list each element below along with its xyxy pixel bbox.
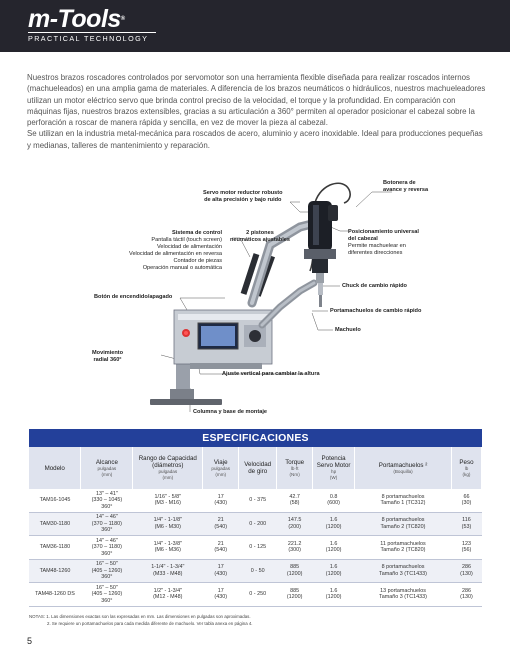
spec-header-cell (81, 447, 133, 489)
spec-cell-line: (200) (288, 523, 301, 530)
spec-cell-line: 360° (101, 597, 113, 604)
spec-body (29, 489, 482, 606)
callout-power-button: Botón de encendido/apagado (94, 294, 173, 300)
spec-header-title: Alcance (95, 458, 118, 466)
intro-text (27, 72, 487, 151)
spec-cell-cap (133, 536, 203, 560)
callout-servo-motor: Servo motor reductor robusto de alta precisión y bajo ruido (203, 190, 283, 203)
spec-row (29, 536, 482, 560)
spec-header-unit: (Nm) (289, 471, 300, 477)
spec-cell-line: 17 (217, 587, 224, 594)
spec-row (29, 489, 482, 512)
spec-cell-line: (300) (288, 547, 301, 554)
spec-cell-line: 16" – 50" (95, 561, 118, 567)
spec-cell-line: (53) (461, 523, 472, 530)
spec-cell-line: (1200) (325, 547, 342, 554)
spec-cell-line: 123 (461, 540, 471, 547)
spec-cell-line: 221.2 (287, 540, 302, 547)
spec-cell-line: 16" – 50" (95, 584, 118, 591)
spec-header-unit: (W) (329, 475, 338, 480)
spec-cell-cap (133, 489, 203, 512)
spec-cell-line: 885 (290, 587, 300, 594)
spec-cell-line: 1-1/4" - 1-3/4" (151, 564, 185, 571)
spec-cell-line: (600) (327, 500, 340, 507)
spec-cell-holder (355, 489, 452, 512)
spec-header-title: Rango de Capacidad (diámetros) (138, 455, 197, 469)
spec-cell-weight (451, 512, 481, 536)
tapping-arm-illustration (0, 175, 510, 425)
spec-cell-line: (370 – 1180) (91, 544, 122, 550)
spec-cell-line: (405 – 1260) (91, 591, 123, 597)
logo-tagline: PRACTICAL TECHNOLOGY (28, 32, 156, 43)
spec-header-unit: (Boquilla) (393, 468, 413, 474)
spec-cell-line: (540) (214, 547, 228, 554)
spec-cell-line: 1/2" - 1-3/4" (153, 587, 182, 594)
spec-cell-line: 1.6 (329, 540, 338, 547)
spec-header-unit: pulgadas (97, 465, 117, 471)
spec-cell-line: 13" – 41" (95, 490, 118, 497)
spec-cell-model: TAM48-1260 (29, 559, 81, 583)
spec-header-row (29, 447, 482, 489)
spec-cell-holder (355, 583, 452, 607)
spec-header-unit: (mm) (101, 471, 113, 477)
spec-cell-line: 1/4" - 1-1/8" (153, 517, 182, 524)
spec-cell-model: TAM36-1180 (29, 536, 81, 560)
spec-header-title: Velocidad de giro (244, 461, 272, 475)
spec-cell-line: (58) (289, 500, 300, 507)
spec-cell-line: (M33 - M48) (153, 570, 183, 577)
spec-cell-line: (1200) (286, 570, 303, 577)
spec-header-title: Potencia Servo Motor (316, 455, 351, 469)
spec-cell-torque (277, 512, 313, 536)
spec-cell-line: 14" – 46" (95, 514, 118, 520)
spec-cell-holder (355, 536, 452, 560)
spec-cell-speed: 0 - 375 (239, 489, 277, 512)
spec-cell-holder (355, 559, 452, 583)
spec-cell-model: TAM16-1045 (29, 489, 81, 512)
spec-cell-holder (355, 512, 452, 536)
callout-height-adjust: Ajuste vertical para cambiar la altura (222, 371, 320, 377)
spec-cell-line: 17 (217, 493, 224, 500)
spec-cell-travel (203, 489, 239, 512)
spec-header-cell (355, 447, 452, 489)
spec-cell-model: TAM48-1260 DS (29, 583, 81, 607)
footnotes (29, 614, 489, 627)
spec-cell-line: (M12 - M48) (153, 594, 183, 601)
spec-cell-speed: 0 - 125 (239, 536, 277, 560)
spec-cell-travel (203, 559, 239, 583)
spec-title: ESPECIFICACIONES (29, 429, 482, 447)
spec-header-unit: (kg) (462, 471, 471, 477)
spec-cell-travel (203, 512, 239, 536)
spec-cell-weight (451, 536, 481, 560)
intro-paragraph-2: Se utilizan en la industria metal-mecánica para roscados de acero, aluminio y acero inoxidable. Ideal para producciones pequeñas y medianas, talleres de mantenimiento y reparación. (27, 129, 483, 150)
spec-header-cell (29, 447, 81, 489)
callout-pistons: 2 pistones neumáticos ajustables (230, 230, 290, 243)
spec-cell-line: (56) (461, 547, 472, 554)
notes-label: NOTAS: (29, 614, 46, 619)
spec-header-unit: lb (464, 465, 469, 471)
spec-cell-line: 21 (217, 540, 224, 547)
spec-header-unit: pulgadas (158, 469, 178, 474)
spec-cell-line: 360° (101, 574, 113, 580)
spec-cell-line: 1.6 (329, 587, 338, 594)
callout-column-base: Columna y base de montaje (193, 409, 267, 415)
spec-header-unit: (mm) (162, 475, 174, 480)
spec-header-unit: pulgadas (211, 465, 231, 471)
spec-cell-cap (133, 559, 203, 583)
spec-cell-line: (370 – 1180) (91, 520, 122, 527)
spec-cell-travel (203, 583, 239, 607)
spec-cell-power (313, 536, 355, 560)
spec-header-cell (451, 447, 481, 489)
spec-cell-line: Tamaño 3 (TC1433) (379, 570, 427, 577)
spec-cell-line: (330 – 1045) (91, 497, 123, 503)
spec-cell-line: (130) (460, 594, 473, 601)
brand-logo (28, 6, 156, 43)
spec-cell-weight (451, 559, 481, 583)
spec-header-title: Portamachuelos ² (378, 461, 428, 469)
spec-cell-line: Tamaño 2 (TC820) (380, 523, 426, 530)
spec-cell-line: 13 portamachuelos (380, 587, 426, 594)
spec-cell-power (313, 489, 355, 512)
callout-tap-holder: Portamachuelos de cambio rápido (330, 308, 422, 314)
spec-row (29, 583, 482, 607)
logo-text: m-Tools (28, 5, 121, 33)
spec-cell-line: 885 (290, 564, 300, 571)
spec-cell-line: 116 (462, 517, 471, 524)
callout-tap: Machuelo (335, 327, 361, 333)
spec-header-unit: (mm) (215, 471, 227, 477)
spec-header-unit: lb·ft (290, 465, 299, 471)
note-2: 2. Se requiere un portamachuelos para cada medida diferente de machuelo. Ver tabla anexa en página 4. (47, 620, 253, 626)
spec-cell-line: (M6 - M30) (154, 523, 181, 530)
spec-header-title: Torque (285, 458, 305, 466)
spec-cell-model: TAM30-1180 (29, 512, 81, 536)
spec-header-cell (203, 447, 239, 489)
spec-cell-line: Tamaño 1 (TC312) (380, 500, 426, 507)
spec-cell-torque (277, 489, 313, 512)
spec-cell-line: (M6 - M36) (154, 547, 181, 554)
callout-radial-movement: Movimiento radial 360° (92, 350, 124, 363)
spec-cell-line: 42.7 (289, 493, 300, 500)
spec-cell-line: (430) (214, 594, 228, 601)
spec-cell-torque (277, 559, 313, 583)
spec-cell-line: 8 portamachuelos (381, 493, 425, 500)
spec-cell-line: 1.6 (329, 517, 338, 524)
spec-cell-line: (405 – 1260) (91, 567, 123, 574)
spec-header-cell (277, 447, 313, 489)
spec-cell-line: 360° (101, 527, 113, 533)
note-1: 1. Las dimensiones exactas son las expresadas en mm. Las dimensiones en pulgadas son aproximadas. (46, 614, 251, 619)
spec-cell-reach (81, 583, 133, 607)
spec-cell-power (313, 583, 355, 607)
spec-cell-speed: 0 - 50 (239, 559, 277, 583)
spec-cell-line: 14" – 46" (95, 537, 118, 544)
spec-cell-cap (133, 583, 203, 607)
product-figure (0, 175, 510, 425)
spec-cell-torque (277, 536, 313, 560)
spec-cell-line: 147.5 (287, 517, 302, 524)
spec-cell-line: 0.8 (329, 493, 338, 500)
spec-cell-line: (1200) (325, 570, 342, 577)
spec-cell-line: (430) (214, 570, 228, 577)
spec-cell-line: (130) (460, 570, 473, 577)
spec-table (29, 447, 482, 607)
spec-cell-speed: 0 - 250 (239, 583, 277, 607)
spec-cell-weight (451, 489, 481, 512)
spec-cell-torque (277, 583, 313, 607)
spec-header-cell (133, 447, 203, 489)
spec-cell-line: 8 portamachuelos (381, 517, 425, 524)
spec-cell-line: Tamaño 2 (TC820) (380, 547, 426, 554)
spec-row (29, 512, 482, 536)
spec-cell-line: 360° (101, 550, 113, 557)
callout-chuck: Chuck de cambio rápido (342, 283, 407, 289)
spec-header-title: Viaje (213, 458, 228, 466)
spec-row (29, 559, 482, 583)
spec-cell-cap (133, 512, 203, 536)
page-number: 5 (27, 636, 33, 646)
spec-cell-power (313, 559, 355, 583)
spec-header-unit: hp (331, 469, 337, 474)
spec-cell-line: 286 (461, 587, 471, 594)
spec-cell-line: 17 (217, 564, 224, 571)
spec-cell-line: 286 (461, 564, 471, 571)
spec-cell-line: 1/4" - 1-3/8" (153, 540, 182, 547)
spec-cell-line: (M3 - M16) (154, 500, 181, 507)
callout-botonera: Botonera de avance y reversa (383, 180, 429, 193)
spec-cell-power (313, 512, 355, 536)
spec-cell-reach (81, 489, 133, 512)
spec-cell-line: (1200) (286, 594, 303, 601)
callout-positioning: Posicionamiento universal del cabezal Permite machuelear en diferentes direcciones (348, 229, 419, 256)
spec-cell-reach (81, 559, 133, 583)
spec-cell-line: (1200) (325, 594, 342, 601)
spec-cell-reach (81, 512, 133, 536)
spec-cell-speed: 0 - 200 (239, 512, 277, 536)
page-header (0, 0, 510, 52)
spec-cell-line: (430) (214, 500, 228, 507)
spec-header-cell (239, 447, 277, 489)
intro-paragraph-1: Nuestros brazos roscadores controlados por servomotor son una herramienta flexible diseñada para realizar roscados internos (machueleados) en una amplia gama de materiales. A diferencia de los brazos neumáticos o hidráulicos, nuestros machueleadores utilizan un motor eléctrico servo que brinda control preciso de la velocidad, el torque y la profundidad. En comparación con máquinas fijas, nuestros brazos extensibles, gracias a su articulación a 360° permiten al operador posicionar el cabezal sobre la perforación a roscar de manera rápida y sencilla, en vez de mover la pieza al cabezal. (27, 73, 486, 128)
spec-cell-reach (81, 536, 133, 560)
spec-cell-line: (30) (461, 500, 472, 507)
spec-cell-line: 8 portamachuelos (381, 564, 425, 571)
spec-cell-line: 21 (217, 517, 224, 524)
callout-control-system: Sistema de control Pantalla táctil (touch screen) Velocidad de alimentación Velocidad de alimentación en reversa Contador de piezas Operación manual o automática (129, 230, 222, 271)
spec-header-title: Modelo (44, 464, 65, 472)
spec-header-cell (313, 447, 355, 489)
spec-cell-line: (1200) (325, 523, 342, 530)
spec-cell-weight (451, 583, 481, 607)
spec-cell-line: 1.6 (329, 564, 338, 571)
spec-cell-line: 1/16" - 5/8" (154, 493, 182, 500)
spec-header-title: Peso (459, 458, 474, 466)
spec-cell-line: 360° (101, 503, 113, 510)
spec-cell-travel (203, 536, 239, 560)
spec-cell-line: 66 (463, 493, 470, 500)
registered-mark: ® (120, 16, 125, 22)
spec-cell-line: Tamaño 3 (TC1433) (379, 594, 427, 601)
spec-cell-line: (540) (214, 523, 228, 530)
spec-cell-line: 11 portamachuelos (380, 540, 426, 547)
